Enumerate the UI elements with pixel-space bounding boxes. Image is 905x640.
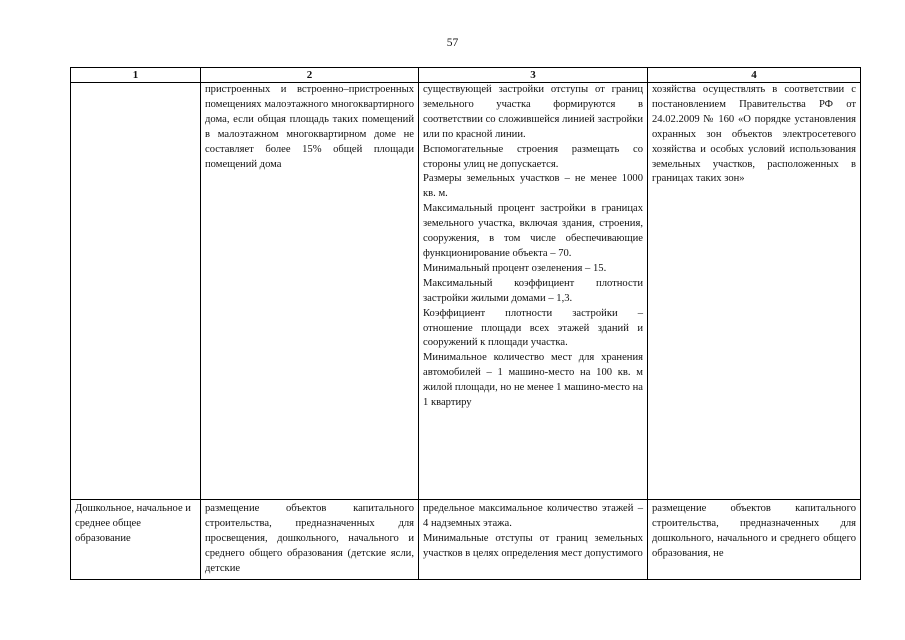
parameter-paragraph: существующей застройки отступы от границ земельного участка формируются в соответствии со сложившейся линией застройки или по красной линии.: [423, 84, 643, 140]
table-cell-parameters: [419, 500, 648, 580]
table-cell-parameters: [419, 83, 648, 500]
cell-text: хозяйства осуществлять в соответствии с постановлением Правительства РФ от 24.02.2009 № 160 «О порядке установления охранных зон объектов электросетевого хозяйства и особых условий использования земельных участков, расположенных в границах таких зон»: [652, 84, 856, 185]
table-cell-restrictions: [648, 500, 861, 580]
column-header-4: 4: [648, 68, 861, 83]
parameter-paragraph: Минимальное количество мест для хранения автомобилей – 1 машино-место на 100 кв. м жилой площади, но не менее 1 машино-место на 1 квартиру: [423, 352, 643, 409]
cell-text: Дошкольное, начальное и среднее общее образование: [75, 503, 191, 544]
column-header-1: 1: [71, 68, 201, 83]
parameter-paragraph: Вспомогательные строения размещать со стороны улиц не допускается.: [423, 143, 643, 170]
table-cell-restrictions: [648, 83, 861, 500]
column-header-2: 2: [201, 68, 419, 83]
page-number: 57: [446, 37, 459, 49]
column-header-3: 3: [419, 68, 648, 83]
cell-text: размещение объектов капитального строительства, предназначенных для просвещения, дошкольного, начального и среднего общего образования (детские ясли, детские: [205, 503, 414, 574]
parameter-paragraph: предельное максимальное количество этажей – 4 надземных этажа.: [423, 503, 643, 529]
table-row: [71, 500, 861, 580]
cell-text: размещение объектов капитального строительства, предназначенных для дошкольного, начального и среднего общего образования, не: [652, 503, 856, 559]
table-cell-use-type: [71, 83, 201, 500]
table-header-row: [71, 68, 861, 83]
parameter-paragraph: Минимальные отступы от границ земельных участков в целях определения мест допустимого: [423, 532, 643, 559]
parameter-paragraph: Минимальный процент озеленения – 15.: [423, 262, 607, 274]
cell-text: пристроенных и встроенно–пристроенных помещениях малоэтажного многоквартирного дома, если общая площадь таких помещений в малоэтажном многоквартирном доме не составляет более 15% общей площади помещений дома: [205, 84, 414, 170]
table-row: [71, 83, 861, 500]
parameter-paragraph: Максимальный процент застройки в границах земельного участка, включая здания, строения, сооружения, в том числе обеспечивающие функционирование объекта – 70.: [423, 203, 643, 259]
parameter-paragraph: Максимальный коэффициент плотности застройки жилыми домами – 1,3.: [423, 277, 643, 304]
table-cell-use-type: [71, 500, 201, 580]
parameter-paragraph: Размеры земельных участков – не менее 1000 кв. м.: [423, 173, 643, 200]
parameter-paragraph: Коэффициент плотности застройки – отношение площади всех этажей зданий и сооружений к площади участка.: [423, 307, 643, 349]
regulations-table: [70, 67, 861, 580]
table-cell-description: [201, 500, 419, 580]
table-cell-description: [201, 83, 419, 500]
